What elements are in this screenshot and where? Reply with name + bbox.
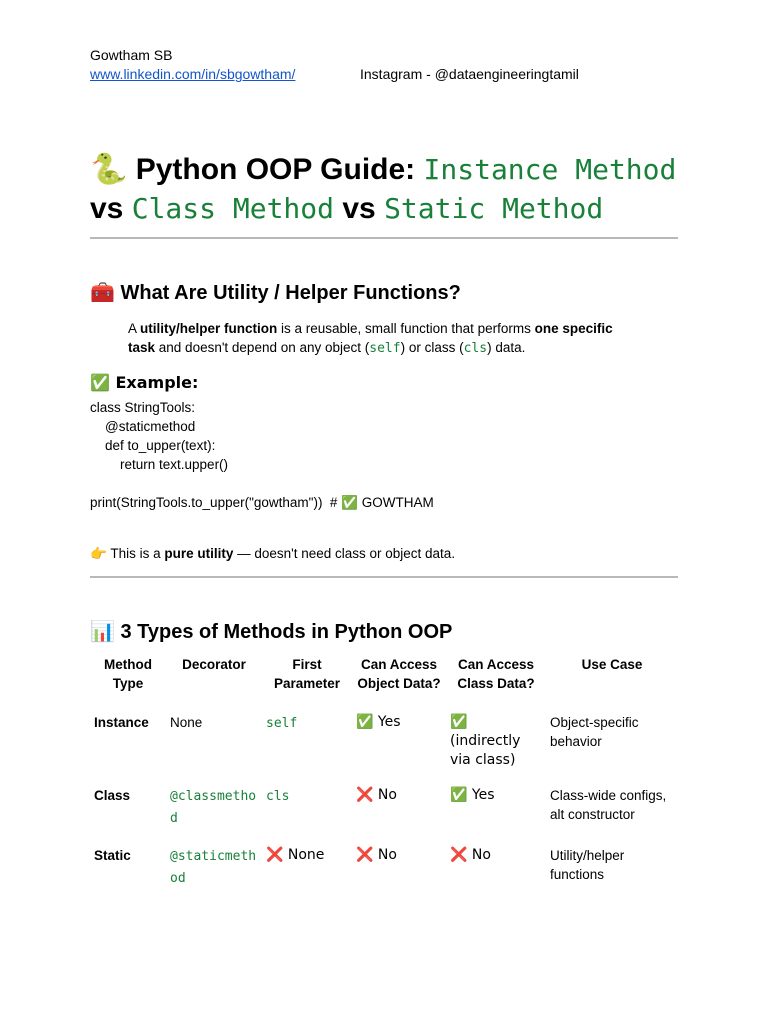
example-heading-text: Example: <box>115 373 199 392</box>
note-text-a: This is a <box>106 546 165 561</box>
row-decorator: @staticmethod <box>170 849 257 886</box>
desc-text-e: ) data. <box>487 340 526 355</box>
row-class-access: ✅ Yes <box>450 787 495 803</box>
col-header: Can Access Class Data? <box>457 657 535 691</box>
types-heading <box>90 619 452 645</box>
table-row <box>90 786 678 846</box>
page-title <box>90 150 690 228</box>
desc-text-d: ) or class ( <box>400 340 464 355</box>
row-decorator: @classmethod <box>170 789 257 826</box>
row-use-case: Utility/helper functions <box>550 848 625 882</box>
row-object-access: ❌ No <box>356 787 397 803</box>
row-use-case: Class-wide configs, alt constructor <box>550 788 667 822</box>
desc-bold-utility: utility/helper function <box>140 321 278 336</box>
chart-emoji-icon: 📊 <box>90 621 115 643</box>
linkedin-link[interactable]: www.linkedin.com/in/sbgowtham/ <box>90 66 296 82</box>
methods-table <box>90 655 678 906</box>
title-prefix: Python OOP Guide: <box>135 153 424 186</box>
row-first-param: self <box>266 716 298 731</box>
row-object-access: ✅ Yes <box>356 714 401 730</box>
toolbox-emoji-icon: 🧰 <box>90 282 115 304</box>
col-header: Method Type <box>104 657 152 691</box>
divider-1 <box>90 237 678 239</box>
row-decorator: None <box>170 715 203 730</box>
table-header-row <box>90 655 678 713</box>
check-emoji-icon: ✅ <box>90 373 110 392</box>
row-first-param: cls <box>266 789 290 804</box>
utility-heading <box>90 280 461 306</box>
title-instance-method: Instance Method <box>423 153 677 186</box>
divider-2 <box>90 576 678 578</box>
title-vs-1: vs <box>90 192 124 225</box>
instagram-handle: Instagram - @dataengineeringtamil <box>360 66 579 82</box>
desc-text-b: is a reusable, small function that performs <box>277 321 535 336</box>
document-page <box>90 46 678 886</box>
row-use-case: Object-specific behavior <box>550 715 639 749</box>
row-method-type: Static <box>94 848 131 863</box>
desc-text-a: A <box>128 321 141 336</box>
row-first-param: ❌ None <box>266 847 325 863</box>
desc-text-c: and doesn't depend on any object ( <box>155 340 370 355</box>
row-object-access: ❌ No <box>356 847 397 863</box>
snake-emoji-icon: 🐍 <box>90 153 128 186</box>
desc-code-self: self <box>369 341 401 356</box>
types-heading-text: 3 Types of Methods in Python OOP <box>120 621 453 643</box>
utility-description <box>128 319 638 358</box>
col-header: First Parameter <box>273 657 341 691</box>
pointing-emoji-icon: 👉 <box>90 546 107 561</box>
row-class-access: ✅ (indirectly via class) <box>450 714 521 768</box>
title-class-method: Class Method <box>131 192 335 225</box>
row-method-type: Instance <box>94 715 149 730</box>
author-name: Gowtham SB <box>90 47 173 63</box>
desc-bold-one-task: one specific task <box>128 321 613 355</box>
row-class-access: ❌ No <box>450 847 491 863</box>
utility-heading-text: What Are Utility / Helper Functions? <box>120 282 461 304</box>
table-row <box>90 713 678 786</box>
contact-row <box>90 65 678 84</box>
col-header: Use Case <box>581 657 643 672</box>
title-static-method: Static Method <box>384 192 604 225</box>
example-heading <box>90 373 198 393</box>
table-row <box>90 846 678 906</box>
desc-code-cls: cls <box>463 341 488 356</box>
col-header: Decorator <box>182 657 246 672</box>
row-method-type: Class <box>94 788 131 803</box>
title-vs-2: vs <box>342 192 376 225</box>
note-text-b: — doesn't need class or object data. <box>233 546 456 561</box>
pure-utility-note <box>90 544 455 563</box>
note-bold: pure utility <box>164 546 234 561</box>
example-code: class StringTools: @staticmethod def to_upper(text): return text.upper() print(StringTools.to_upper("gowtham")) # ✅ GOWTHAM <box>90 400 434 510</box>
col-header: Can Access Object Data? <box>357 657 441 691</box>
